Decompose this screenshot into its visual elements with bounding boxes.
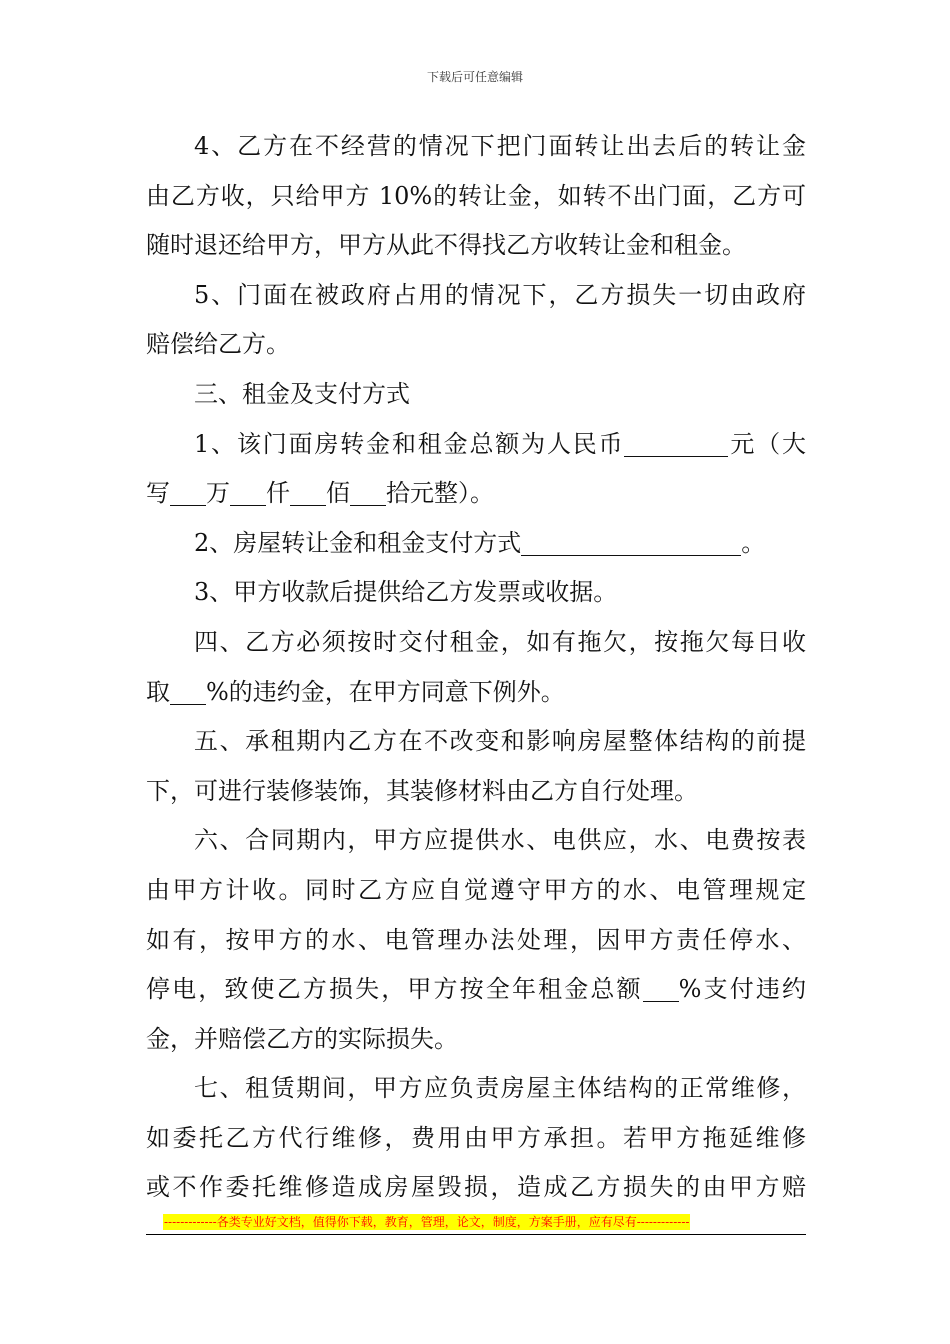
paragraph-line: 七、租赁期间，甲方应负责房屋主体结构的正常维修， [194, 1074, 806, 1103]
paragraph-line: 4、乙方在不经营的情况下把门面转让出去后的转让金 [194, 132, 806, 160]
text-segment: 1、该门面房转金和租金总额为人民币 [194, 429, 625, 458]
paragraph-line: 5、门面在被政府占用的情况下，乙方损失一切由政府 [194, 280, 806, 309]
fill-in-blank [521, 530, 741, 556]
text-segment: 万 [206, 479, 230, 508]
text-segment: 取 [146, 677, 170, 706]
paragraph-line: 下，可进行装修装饰，其装修材料由乙方自行处理。 [146, 776, 698, 805]
paragraph-line: 六、合同期内，甲方应提供水、电供应，水、电费按表 [194, 826, 806, 855]
fill-in-blank [290, 480, 326, 506]
paragraph-line [146, 469, 806, 519]
text-segment: %的违约金，在甲方同意下例外。 [206, 677, 565, 706]
fill-in-blank [624, 431, 728, 457]
paragraph-line: 由甲方计收。同时乙方应自觉遵守甲方的水、电管理规定 [146, 875, 806, 904]
footer-banner: -------------各类专业好文档，值得你下载，教育，管理，论文，制度，方案手册，应有尽有------------- [164, 1215, 690, 1229]
text-segment: 元（大 [728, 429, 806, 458]
fill-in-blank [170, 480, 206, 506]
fill-in-blank [643, 976, 679, 1002]
paragraph-line: 金，并赔偿乙方的实际损失。 [146, 1024, 458, 1053]
paragraph-line [146, 965, 806, 1015]
paragraph-line: 五、承租期内乙方在不改变和影响房屋整体结构的前提 [194, 727, 806, 756]
fill-in-blank [170, 679, 206, 705]
text-segment: 2、房屋转让金和租金支付方式 [194, 528, 522, 557]
paragraph-line: 如有，按甲方的水、电管理办法处理，因甲方责任停水、 [146, 925, 806, 954]
paragraph-line: 四、乙方必须按时交付租金，如有拖欠，按拖欠每日收 [194, 627, 806, 656]
paragraph-line: 随时退还给甲方，甲方从此不得找乙方收转让金和租金。 [146, 231, 746, 260]
paragraph-line: 由乙方收，只给甲方 10%的转让金，如转不出门面，乙方可 [146, 181, 806, 210]
document-body [146, 122, 806, 1213]
text-segment: 。 [741, 528, 766, 557]
paragraph-line: 或不作委托维修造成房屋毁损，造成乙方损失的由甲方赔 [146, 1173, 806, 1202]
text-segment: %支付违约 [678, 975, 806, 1004]
text-segment: 拾元整）。 [386, 479, 494, 508]
text-segment: 停电，致使乙方损失，甲方按全年租金总额 [146, 975, 643, 1004]
paragraph-line [146, 519, 806, 569]
fill-in-blank [230, 480, 266, 506]
text-segment: 写 [146, 479, 170, 508]
paragraph-line [146, 420, 806, 470]
fill-in-blank [350, 480, 386, 506]
footer-divider [146, 1234, 806, 1235]
text-segment: 仟 [266, 479, 290, 508]
paragraph-line [146, 668, 806, 718]
page-header: 下载后可任意编辑 [426, 70, 523, 84]
paragraph-line: 赔偿给乙方。 [146, 330, 290, 359]
text-segment: 佰 [326, 479, 350, 508]
paragraph-line: 3、甲方收款后提供给乙方发票或收据。 [194, 578, 618, 607]
paragraph-line: 如委托乙方代行维修，费用由甲方承担。若甲方拖延维修 [146, 1123, 806, 1152]
section-heading: 三、租金及支付方式 [194, 379, 410, 408]
